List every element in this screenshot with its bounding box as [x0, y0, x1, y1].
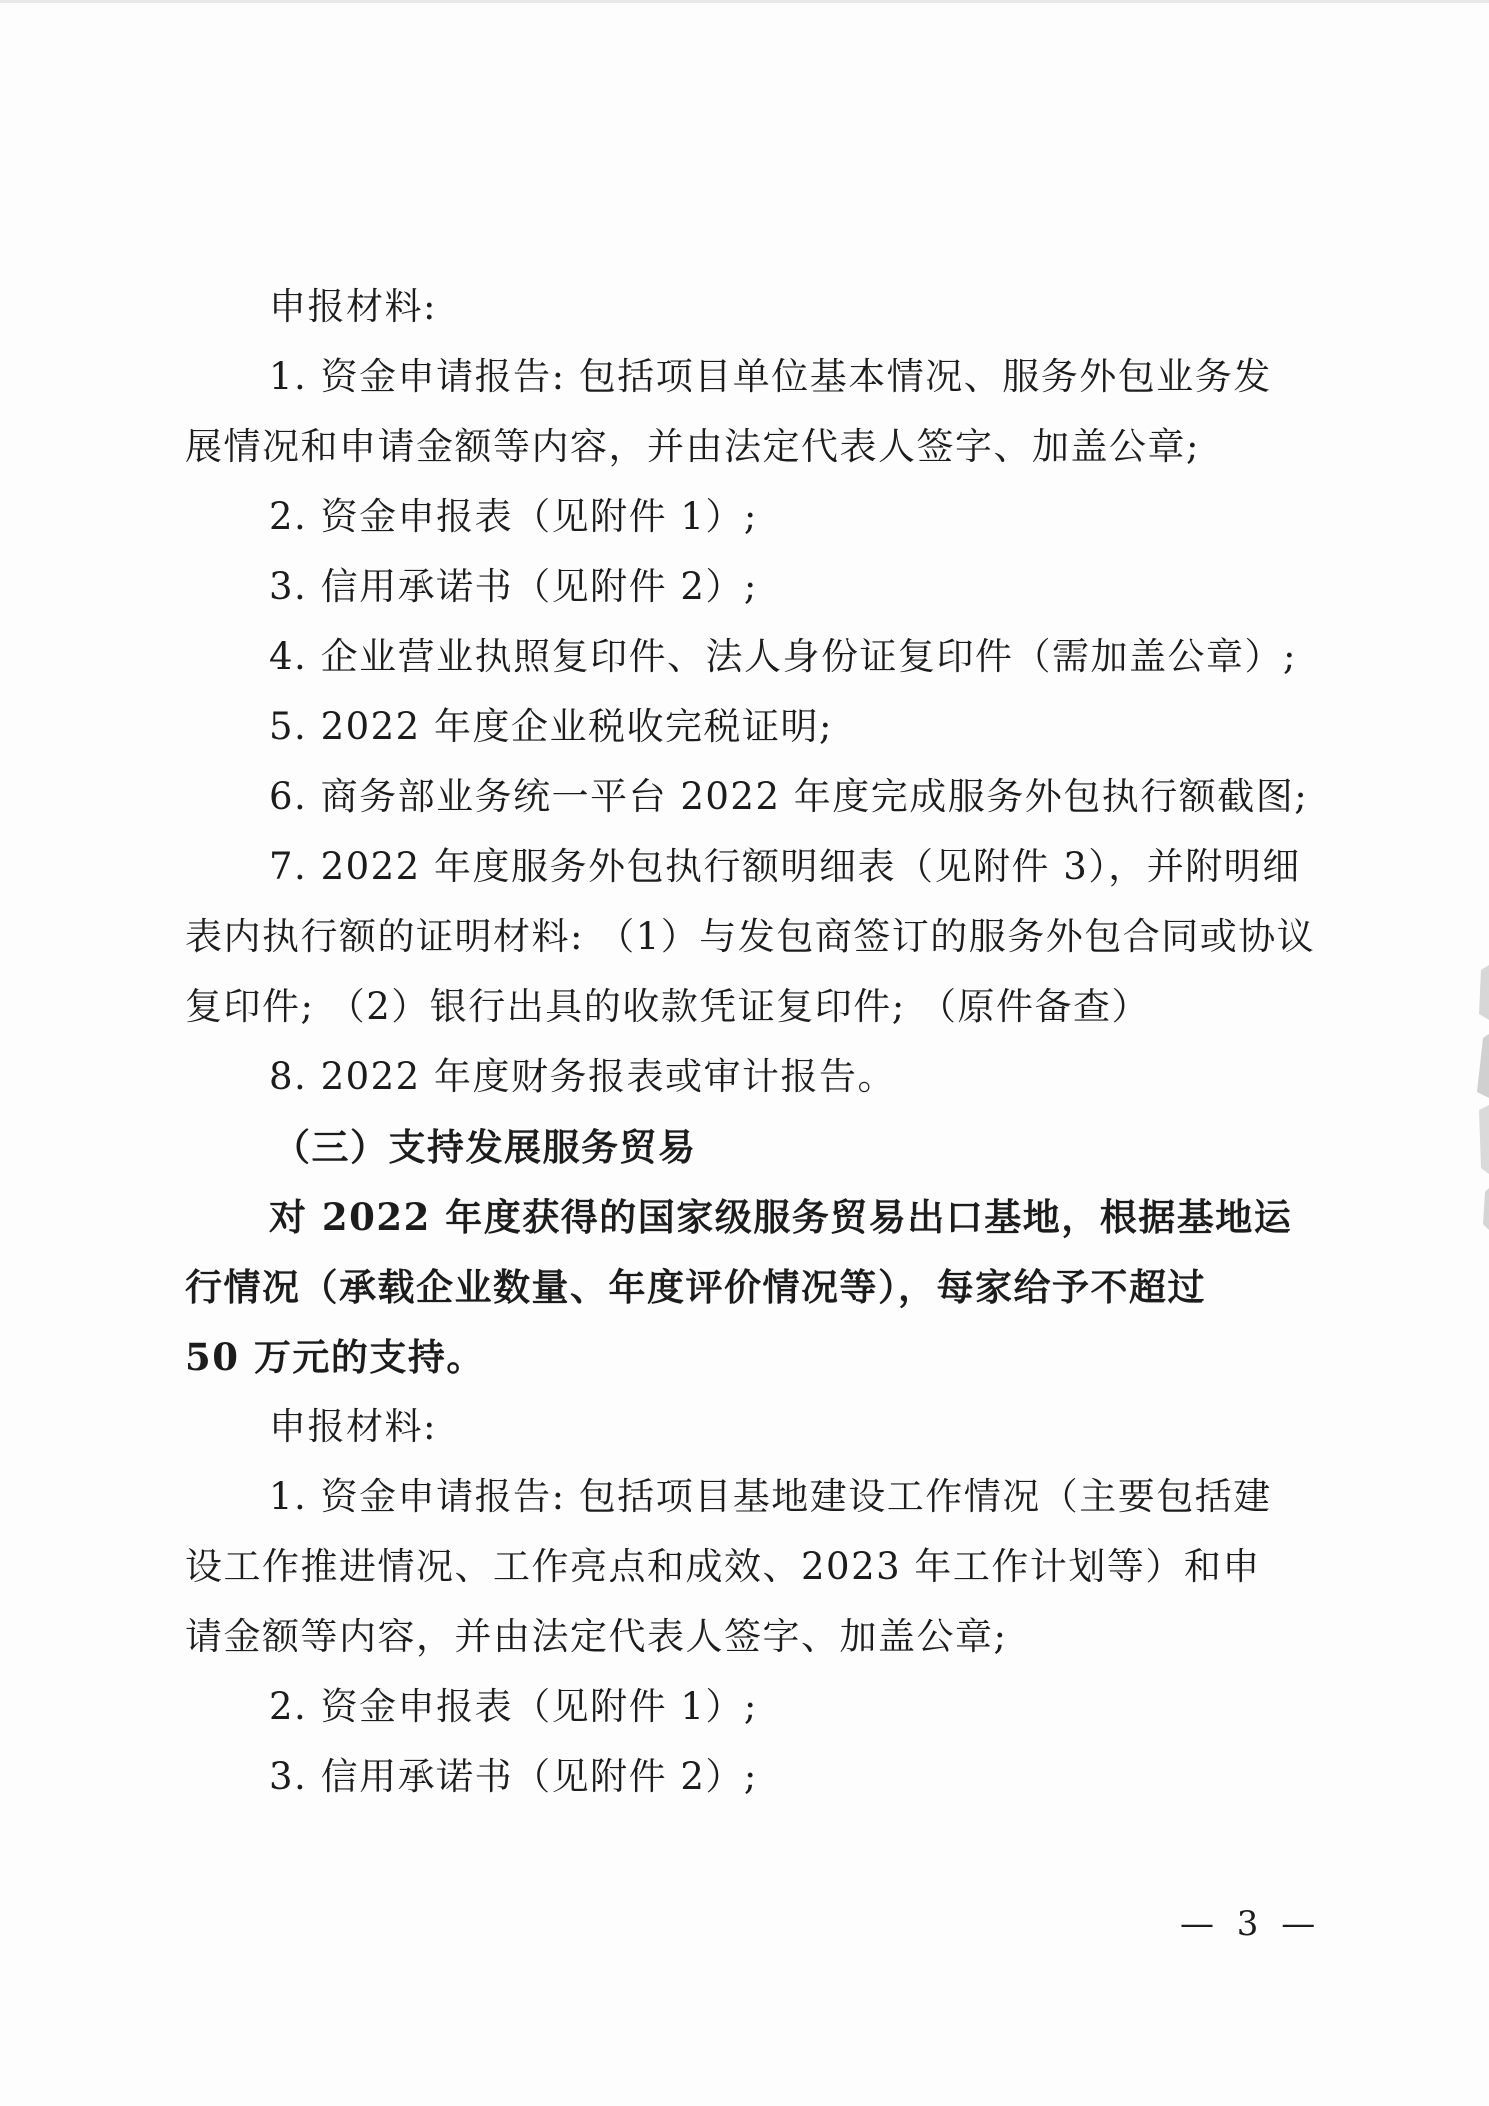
- item-7-line-2: 表内执行额的证明材料: （1）与发包商签订的服务外包合同或协议: [185, 915, 1316, 958]
- item-7-line-3: 复印件; （2）银行出具的收款凭证复印件; （原件备查）: [185, 985, 1150, 1028]
- materials-label: 申报材料:: [269, 285, 437, 328]
- support-paragraph-line-1: 对 2022 年度获得的国家级服务贸易出口基地，根据基地运: [269, 1195, 1293, 1239]
- seal-edge-fragment: [1461, 960, 1489, 1240]
- item-7-line-1: 7. 2022 年度服务外包执行额明细表（见附件 3），并附明细: [269, 845, 1301, 888]
- item-3: 3. 信用承诺书（见附件 2）;: [269, 565, 758, 608]
- support-paragraph-line-2: 行情况（承载企业数量、年度评价情况等），每家给予不超过: [185, 1265, 1206, 1309]
- item-b1-line-1: 1. 资金申请报告: 包括项目基地建设工作情况（主要包括建: [269, 1475, 1272, 1518]
- document-body: [185, 272, 1316, 1812]
- item-8: 8. 2022 年度财务报表或审计报告。: [269, 1055, 896, 1098]
- item-1-line-2: 展情况和申请金额等内容，并由法定代表人签字、加盖公章;: [185, 425, 1200, 468]
- item-2: 2. 资金申报表（见附件 1）;: [269, 495, 758, 538]
- page-number: — 3 —: [1180, 1904, 1322, 1944]
- item-b3: 3. 信用承诺书（见附件 2）;: [269, 1755, 758, 1798]
- item-b1-line-2: 设工作推进情况、工作亮点和成效、2023 年工作计划等）和申: [185, 1545, 1261, 1588]
- item-6: 6. 商务部业务统一平台 2022 年度完成服务外包执行额截图;: [269, 775, 1309, 818]
- section-heading: （三）支持发展服务贸易: [273, 1125, 697, 1169]
- support-paragraph-line-3: 50 万元的支持。: [185, 1335, 485, 1379]
- materials-label-2: 申报材料:: [269, 1405, 437, 1448]
- item-b2: 2. 资金申报表（见附件 1）;: [269, 1685, 758, 1728]
- item-1-line-1: 1. 资金申请报告: 包括项目单位基本情况、服务外包业务发: [269, 355, 1272, 398]
- item-b1-line-3: 请金额等内容，并由法定代表人签字、加盖公章;: [185, 1615, 1008, 1658]
- item-5: 5. 2022 年度企业税收完税证明;: [269, 705, 833, 748]
- item-4: 4. 企业营业执照复印件、法人身份证复印件（需加盖公章）;: [269, 635, 1298, 678]
- scan-edge: [0, 0, 1489, 3]
